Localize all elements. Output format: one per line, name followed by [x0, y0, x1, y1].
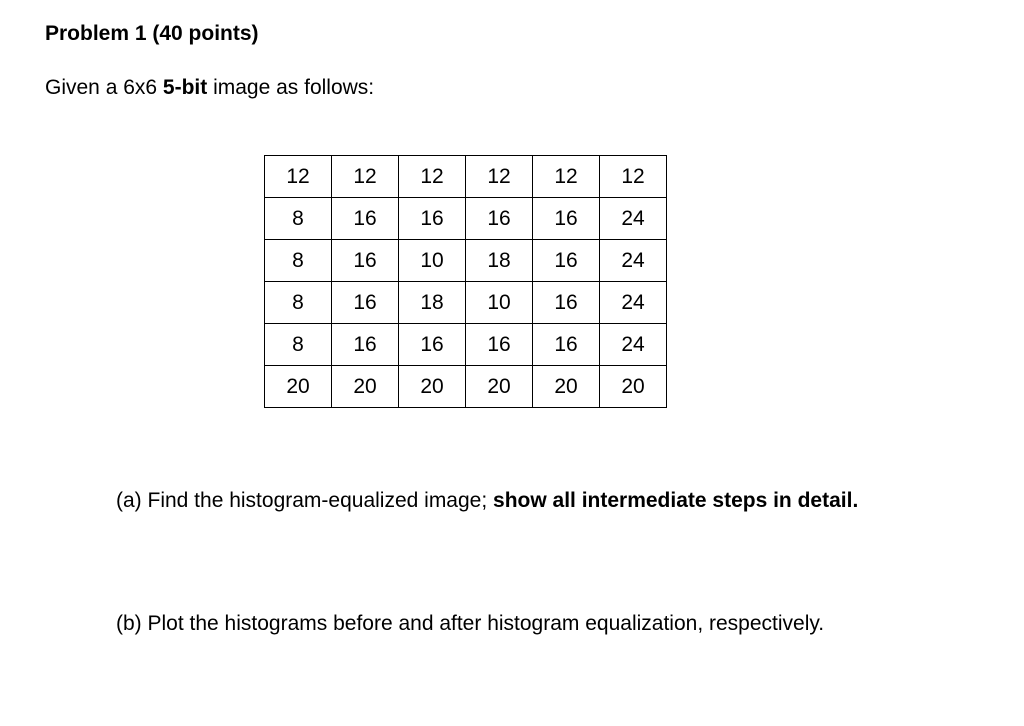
matrix-cell: 16: [399, 198, 466, 240]
matrix-cell: 16: [332, 324, 399, 366]
matrix-cell: 8: [265, 282, 332, 324]
matrix-cell: 12: [466, 156, 533, 198]
matrix-cell: 8: [265, 324, 332, 366]
matrix-row: [265, 156, 667, 198]
matrix-cell: 18: [466, 240, 533, 282]
matrix-row: [265, 282, 667, 324]
problem-intro: [45, 76, 374, 100]
matrix-cell: 24: [600, 282, 667, 324]
matrix-cell: 20: [332, 366, 399, 408]
matrix-cell: 16: [533, 282, 600, 324]
matrix-cell: 16: [399, 324, 466, 366]
matrix-cell: 16: [332, 282, 399, 324]
matrix-row: [265, 366, 667, 408]
matrix-cell: 16: [533, 198, 600, 240]
matrix-cell: 16: [332, 198, 399, 240]
part-a-emphasis: show all intermediate steps in detail.: [493, 489, 859, 512]
matrix-cell: 20: [265, 366, 332, 408]
matrix-cell: 8: [265, 240, 332, 282]
matrix-cell: 24: [600, 324, 667, 366]
matrix-cell: 16: [533, 240, 600, 282]
matrix-cell: 24: [600, 198, 667, 240]
matrix-cell: 20: [533, 366, 600, 408]
matrix-cell: 20: [399, 366, 466, 408]
matrix-cell: 12: [533, 156, 600, 198]
matrix-cell: 20: [600, 366, 667, 408]
matrix-cell: 12: [332, 156, 399, 198]
matrix-cell: 16: [466, 198, 533, 240]
matrix-cell: 16: [533, 324, 600, 366]
matrix-cell: 12: [399, 156, 466, 198]
intro-suffix: image as follows:: [207, 76, 375, 99]
question-part-a: [116, 474, 906, 528]
matrix-cell: 24: [600, 240, 667, 282]
matrix-cell: 12: [265, 156, 332, 198]
intro-prefix: Given a 6x6: [45, 76, 163, 99]
matrix-row: [265, 198, 667, 240]
matrix-cell: 10: [466, 282, 533, 324]
matrix-cell: 12: [600, 156, 667, 198]
question-part-b: (b) Plot the histograms before and after histogram equalization, respectively.: [116, 612, 825, 635]
matrix-cell: 16: [332, 240, 399, 282]
matrix-cell: 8: [265, 198, 332, 240]
matrix-cell: 18: [399, 282, 466, 324]
matrix-cell: 10: [399, 240, 466, 282]
image-matrix-table: [264, 155, 667, 408]
matrix-row: [265, 240, 667, 282]
matrix-cell: 16: [466, 324, 533, 366]
problem-title: Problem 1 (40 points): [45, 22, 259, 45]
matrix-cell: 20: [466, 366, 533, 408]
intro-bit-depth: 5-bit: [162, 76, 208, 99]
part-a-text: (a) Find the histogram-equalized image;: [116, 489, 494, 512]
matrix-row: [265, 324, 667, 366]
